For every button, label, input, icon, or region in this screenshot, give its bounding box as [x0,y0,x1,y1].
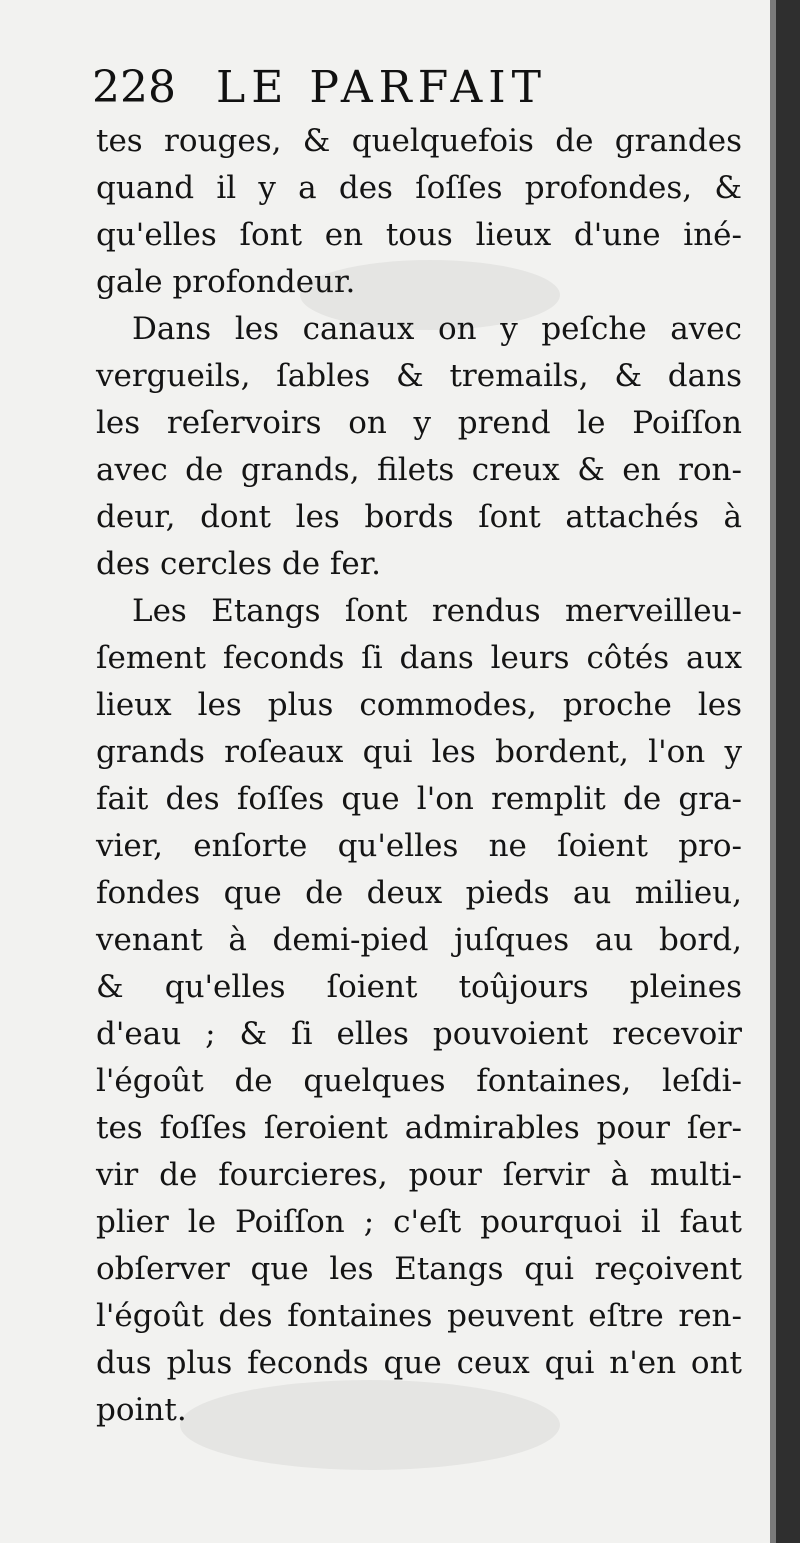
text-line: & qu'elles ſoient toûjours pleines [96,969,742,1005]
text-line: d'eau ; & ſi elles pouvoient recevoir [96,1016,742,1052]
page-header [92,58,652,118]
text-line: lieux les plus commodes, proche les [96,687,742,723]
text-line: deur, dont les bords ſont attachés à [96,499,742,535]
text-line: obſerver que les Etangs qui reçoivent [96,1251,742,1287]
running-head: LE PARFAIT [216,62,548,113]
text-line: des cercles de fer. [96,546,381,582]
text-line: tes foſſes ſeroient admirables pour ſer- [96,1110,742,1146]
book-gutter [770,0,800,1543]
text-line: qu'elles ſont en tous lieux d'une iné- [96,217,742,253]
page-number: 228 [92,62,176,113]
text-line: l'égoût de quelques fontaines, leſdi- [96,1063,742,1099]
text-line: point. [96,1392,187,1428]
text-line: Dans les canaux on y peſche avec [132,311,742,347]
text-line: fondes que de deux pieds au milieu, [96,875,742,911]
text-line: ſement feconds ſi dans leurs côtés aux [96,640,742,676]
text-line: vergueils, ſables & tremails, & dans [96,358,742,394]
text-line: grands roſeaux qui les bordent, l'on y [96,734,742,770]
text-line: gale profondeur. [96,264,356,300]
text-line: quand il y a des ſoſſes profondes, & [96,170,742,206]
text-line: fait des foſſes que l'on remplit de gra- [96,781,742,817]
text-line: Les Etangs ſont rendus merveilleu- [132,593,742,629]
text-line: tes rouges, & quelquefois de grandes [96,123,742,159]
text-line: plier le Poiſſon ; c'eſt pourquoi il faut [96,1204,742,1240]
text-line: venant à demi-pied juſques au bord, [96,922,742,958]
text-line: vir de fourcieres, pour ſervir à multi- [96,1157,742,1193]
text-line: les reſervoirs on y prend le Poiſſon [96,405,742,441]
text-line: l'égoût des fontaines peuvent eſtre ren- [96,1298,742,1334]
text-line: vier, enſorte qu'elles ne ſoient pro- [96,828,742,864]
body-text [96,118,742,1434]
page-edge [770,0,776,1543]
text-line: dus plus feconds que ceux qui n'en ont [96,1345,742,1381]
text-line: avec de grands, filets creux & en ron- [96,452,742,488]
